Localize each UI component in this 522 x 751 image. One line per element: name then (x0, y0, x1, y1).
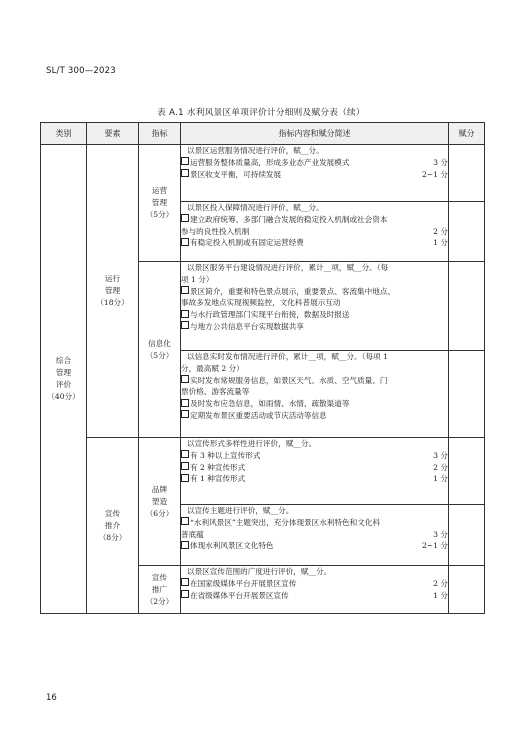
content-cell (181, 262, 449, 351)
table-header-row (41, 123, 485, 145)
score-cell (449, 262, 485, 351)
criteria-item (181, 462, 448, 474)
criteria-text: 参与的良性投入机制 (181, 226, 250, 236)
criteria-text: 在省级媒体平台开展景区宣传 (190, 590, 289, 600)
criteria-item (181, 578, 448, 590)
checkbox-icon (181, 399, 189, 407)
category-cell (41, 145, 87, 614)
criteria-item (181, 286, 448, 298)
criteria-text: 以景区运营服务情况进行评价，赋__分。 (187, 146, 324, 155)
indicator-label-informatization: 信息化 （5分） (145, 338, 174, 360)
checkbox-icon (181, 321, 189, 329)
criteria-text: 建立政府统筹、多部门融合发展的稳定投入机制或社会资本 (190, 214, 388, 224)
criteria-item (181, 214, 448, 226)
criteria-score: 1 分 (433, 474, 448, 484)
content-cell (181, 566, 449, 614)
checkbox-icon (181, 578, 189, 586)
table-title: 表 A.1 水利风景区单项评价计分细则及赋分表（续） (157, 108, 365, 118)
criteria-lead-text (181, 262, 448, 274)
col-header-category: 类别 (41, 123, 87, 145)
criteria-text: 以景区宣传范围的广度进行评价，赋__分。 (187, 567, 332, 576)
criteria-text: 景区收支平衡，可持续发展 (190, 169, 282, 179)
score-cell (449, 566, 485, 614)
score-cell (449, 351, 485, 438)
criteria-text: 在国家级媒体平台开展景区宣传 (190, 578, 297, 588)
criteria-item (181, 386, 448, 398)
element-label-operation: 运行 管理 （18分） (96, 274, 129, 307)
criteria-lead-text (181, 566, 448, 578)
checkbox-icon (181, 238, 189, 246)
col-header-content: 指标内容和赋分简述 (181, 123, 449, 145)
criteria-text: 及时发布应急信息，如雨情、水情、疏散渠道等 (190, 399, 350, 409)
checkbox-icon (181, 474, 189, 482)
criteria-text: 与地方公共信息平台实现数据共享 (190, 321, 304, 331)
criteria-lead-text (181, 145, 448, 157)
checkbox-icon (181, 517, 189, 525)
criteria-text: 定期发布景区重要活动或节庆活动等信息 (190, 410, 327, 420)
checkbox-icon (181, 462, 189, 470)
criteria-text: 以景区服务平台建设情况进行评价，累计__项，赋__分。（每 (187, 263, 389, 272)
criteria-item (181, 375, 448, 387)
checkbox-icon (181, 541, 189, 549)
indicator-label-brand: 品牌 塑造 （6分） (145, 484, 174, 518)
criteria-text: 以宣传形式多样性进行评价，赋__分。 (187, 439, 317, 448)
criteria-item (181, 529, 448, 541)
criteria-text: 分，最高赋 2 分） (181, 363, 244, 373)
criteria-item (181, 540, 448, 552)
criteria-text: 实时发布常规服务信息，如景区天气、水质、空气质量、门 (190, 375, 388, 385)
criteria-score: 3 分 (433, 529, 448, 539)
indicator-cell-informatization (139, 262, 181, 438)
element-cell-operation (87, 145, 139, 438)
criteria-text: 体现水利风景区文化特色 (190, 541, 274, 551)
indicator-label-ops-mgmt: 运营 管理 （5分） (145, 186, 174, 219)
criteria-text: 有 2 种宣传形式 (190, 462, 246, 472)
category-label: 综合 管理 评价 （40分） (47, 356, 80, 401)
criteria-score: 3 分 (433, 157, 448, 167)
table-row (41, 145, 485, 202)
criteria-score: 2 分 (433, 462, 448, 472)
criteria-text: 以景区投入保障情况进行评价，赋__分。 (187, 203, 324, 212)
checkbox-icon (181, 214, 189, 222)
criteria-text: 景区简介，重要和特色景点展示，重要景点、客流集中地点、 (190, 286, 396, 296)
checkbox-icon (181, 590, 189, 598)
indicator-cell-publicity (139, 566, 181, 614)
criteria-lead-text (181, 351, 448, 363)
criteria-lead-text (181, 438, 448, 450)
criteria-score: 2 分 (433, 226, 448, 236)
content-cell (181, 351, 449, 438)
content-cell (181, 145, 449, 202)
criteria-text: 票价格、游客流量等 (181, 387, 250, 397)
criteria-item (181, 321, 448, 333)
criteria-item (181, 297, 448, 309)
criteria-text: 以信息实时发布情况进行评价，累计__项，赋__分。（每项 1 (187, 352, 388, 361)
criteria-item (181, 226, 448, 238)
content-cell (181, 202, 449, 262)
checkbox-icon (181, 410, 189, 418)
criteria-score: 2 分 (433, 578, 448, 588)
criteria-item (181, 517, 448, 529)
criteria-item (181, 363, 448, 375)
content-cell (181, 438, 449, 505)
col-header-indicator: 指标 (139, 123, 181, 145)
col-header-score: 赋分 (449, 123, 485, 145)
checkbox-icon (181, 375, 189, 383)
criteria-item (181, 237, 448, 249)
criteria-score: 1 分 (433, 238, 448, 248)
score-cell (449, 202, 485, 262)
criteria-lead-text (181, 505, 448, 517)
criteria-text: 事故多发地点实现视频监控，文化科普展示互动 (181, 298, 341, 308)
checkbox-icon (181, 157, 189, 165)
score-cell (449, 505, 485, 566)
standard-code: SL/T 300—2023 (46, 66, 116, 76)
criteria-text: 与水行政管理部门实现平台衔接，数据及时报送 (190, 310, 350, 320)
table-row (41, 438, 485, 505)
criteria-score: 1 分 (433, 590, 448, 600)
criteria-lead-text (181, 202, 448, 214)
score-cell (449, 438, 485, 505)
criteria-item (181, 157, 448, 169)
criteria-score: 2~1 分 (421, 541, 448, 551)
content-cell (181, 505, 449, 566)
criteria-text: 有 3 种以上宣传形式 (190, 450, 261, 460)
criteria-item (181, 410, 448, 422)
criteria-item (181, 169, 448, 181)
criteria-text: 有 1 种宣传形式 (190, 474, 246, 484)
criteria-item (181, 398, 448, 410)
criteria-text: 项 1 分） (181, 274, 214, 284)
criteria-text: “水利风景区”主题突出，充分体现景区水利特色和文化科 (190, 517, 381, 527)
element-label-promotion: 宣传 推介 （8分） (98, 508, 127, 542)
criteria-item (181, 309, 448, 321)
criteria-text: 运营服务整体质量高，形成多业态产业发展模式 (190, 157, 350, 167)
element-cell-promotion (87, 438, 139, 614)
criteria-item (181, 274, 448, 286)
col-header-element: 要素 (87, 123, 139, 145)
evaluation-table (40, 122, 485, 614)
indicator-cell-ops-mgmt (139, 145, 181, 262)
criteria-score: 3 分 (433, 450, 448, 460)
criteria-text: 以宣传主题进行评价，赋__分。 (187, 506, 294, 515)
checkbox-icon (181, 286, 189, 294)
criteria-text: 有稳定投入机制或有固定运营经费 (190, 238, 304, 248)
indicator-cell-brand (139, 438, 181, 566)
score-cell (449, 145, 485, 202)
page-number: 16 (46, 693, 57, 703)
checkbox-icon (181, 169, 189, 177)
checkbox-icon (181, 450, 189, 458)
criteria-item (181, 473, 448, 485)
criteria-item (181, 590, 448, 602)
criteria-text: 普底蕴 (181, 529, 204, 539)
criteria-score: 2~1 分 (421, 169, 448, 179)
indicator-label-publicity: 宣传 推广 （2分） (145, 572, 174, 606)
checkbox-icon (181, 310, 189, 318)
criteria-item (181, 450, 448, 462)
